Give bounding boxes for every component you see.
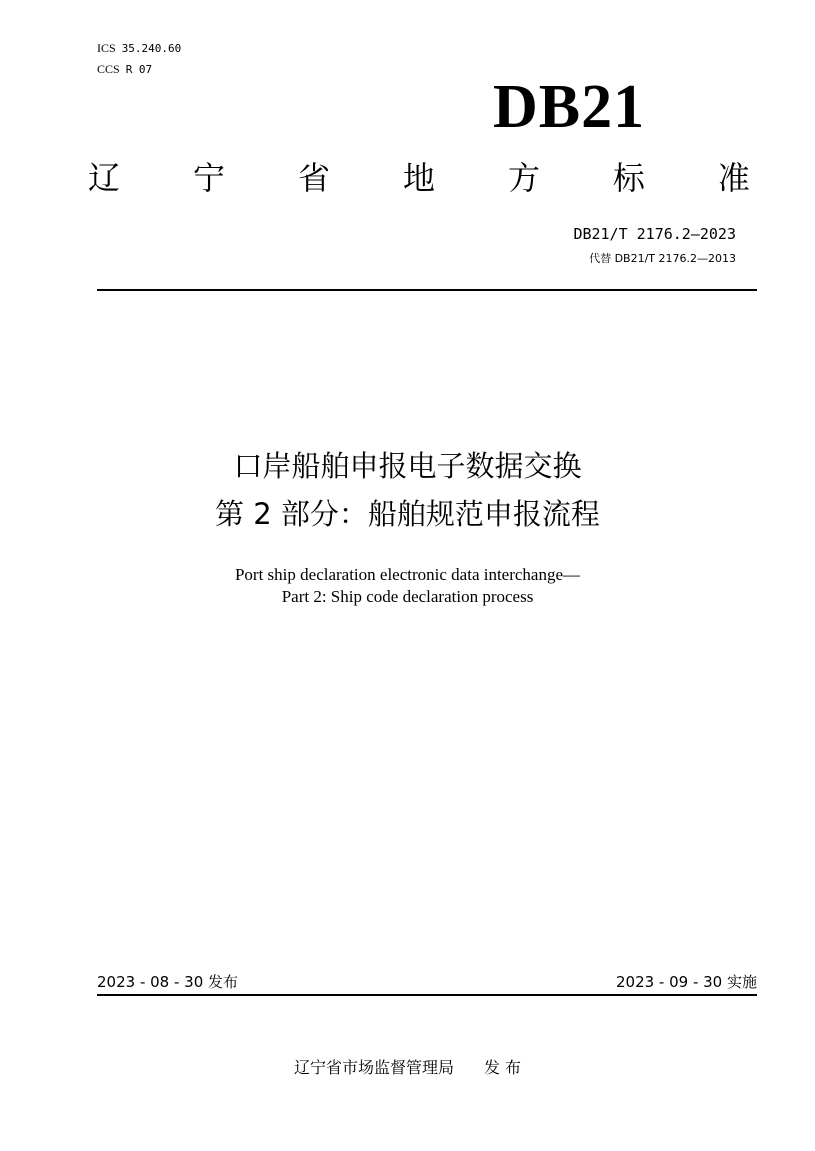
- publisher-line: [0, 1055, 815, 1078]
- standard-number: DB21/T 2176.2—2023: [573, 225, 736, 243]
- header-divider: [97, 289, 757, 291]
- title-cn-line2: 第 2 部分：船舶规范申报流程: [215, 497, 600, 531]
- publish-date: 2023 - 08 - 30 发布: [97, 973, 239, 991]
- standard-type-char: 辽: [88, 159, 121, 197]
- standard-type-char: 省: [297, 159, 330, 197]
- standard-type-char: 标: [612, 159, 645, 197]
- brand-mark: DB21: [493, 73, 646, 141]
- implement-date: 2023 - 09 - 30 实施: [615, 973, 757, 991]
- ics-code: 35.240.60: [121, 42, 182, 55]
- ccs-label: CCS: [97, 62, 120, 76]
- title-en-line2: Part 2: Ship code declaration process: [281, 587, 534, 606]
- standard-type-char: 宁: [192, 159, 225, 197]
- publisher-action: 发 布: [483, 1058, 522, 1077]
- standard-type-char: 准: [717, 159, 750, 197]
- ics-line: [97, 41, 181, 56]
- ccs-line: [97, 62, 152, 77]
- ics-label: ICS: [97, 41, 116, 55]
- standard-type-heading: [88, 156, 750, 200]
- title-cn-line1: 口岸船舶申报电子数据交换: [233, 449, 582, 483]
- publisher-name: 辽宁省市场监督管理局: [293, 1058, 454, 1077]
- title-en-line1: Port ship declaration electronic data interchange—: [234, 565, 581, 584]
- ccs-code: R 07: [125, 63, 153, 76]
- replaces-note: 代替 DB21/T 2176.2—2013: [589, 252, 736, 265]
- standard-type-char: 方: [507, 159, 540, 197]
- standard-type-char: 地: [402, 159, 435, 197]
- dates-divider: [97, 994, 757, 996]
